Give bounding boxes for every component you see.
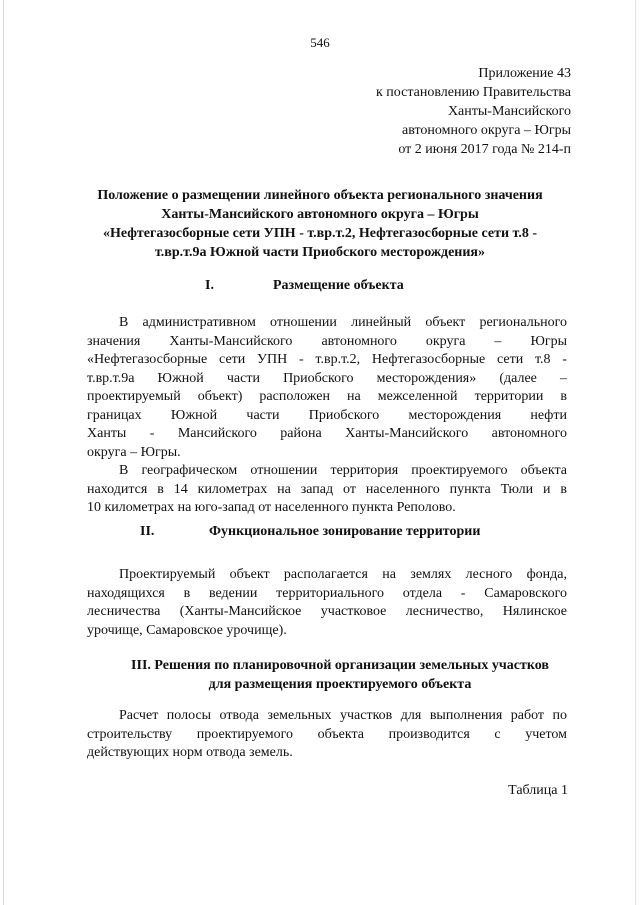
appendix-line: Приложение 43 [478, 66, 571, 81]
heading-line: для размещения проектируемого объекта [208, 677, 472, 692]
text-line: значения Ханты-Мансийского автономного округа – Югры [87, 333, 567, 349]
heading-line: III. Решения по планировочной организации земельных участков [131, 658, 549, 673]
appendix-block [376, 64, 571, 159]
table-label: Таблица 1 [508, 783, 568, 798]
section-1-paragraph-1 [87, 314, 567, 462]
title-line: Положение о размещении линейного объекта регионального значения [97, 188, 543, 203]
text-line: границах Южной части Приобского месторождения нефти [87, 407, 567, 423]
text-line: округа – Югры. [87, 444, 181, 460]
text-line: лесничества (Ханты-Мансийское участковое лесничество, Нялинское [87, 604, 567, 619]
section-1-number: I. [205, 278, 214, 293]
document-title [60, 186, 580, 262]
text-line: В административном отношении линейный объект регионального [119, 315, 567, 330]
section-2-paragraph-1 [87, 566, 567, 640]
section-1-title: Размещение объекта [273, 278, 404, 293]
text-line: действующих норм отвода земель. [87, 745, 293, 760]
appendix-line: от 2 июня 2017 года № 214-п [398, 142, 571, 157]
scan-edge-right [635, 0, 636, 905]
scan-edge-left [3, 0, 4, 905]
section-2-number: II. [140, 524, 155, 539]
section-3-paragraph-1 [87, 707, 567, 763]
text-line: строительству проектируемого объекта производится с учетом [87, 726, 567, 742]
section-3-heading [110, 656, 570, 694]
title-line: Ханты-Мансийского автономного округа – Югры [161, 207, 479, 222]
text-line: Расчет полосы отвода земельных участков для выполнения работ по [119, 708, 567, 723]
appendix-line: к постановлению Правительства [375, 85, 571, 100]
text-line: проектируемый объект) расположен на межселенной территории в [87, 389, 567, 404]
text-line: т.вр.т.9а Южной части Приобского месторождения» (далее – [87, 370, 567, 386]
text-line: урочище, Самаровское урочище). [87, 622, 287, 638]
text-line: 10 километрах на юго-запад от населенного пункта Реполово. [87, 500, 456, 515]
text-line: В географическом отношении территория проектируемого объекта [119, 463, 567, 478]
text-line: Ханты - Мансийского района Ханты-Мансийского автономного [87, 426, 567, 441]
section-2-title: Функциональное зонирование территории [209, 524, 481, 539]
text-line: находящихся в ведении территориального отдела - Самаровского [87, 585, 567, 601]
title-line: т.вр.т.9а Южной части Приобского месторождения» [154, 245, 486, 260]
appendix-line: Ханты-Мансийского [447, 104, 571, 119]
text-line: находится в 14 километрах на запад от населенного пункта Тюли и в [87, 481, 567, 497]
appendix-line: автономного округа – Югры [402, 123, 571, 138]
text-line: Проектируемый объект располагается на землях лесного фонда, [119, 567, 567, 582]
page-number: 546 [310, 35, 330, 50]
title-line: «Нефтегазосборные сети УПН - т.вр.т.2, Нефтегазосборные сети т.8 - [102, 226, 538, 241]
section-1-paragraph-2 [87, 462, 567, 518]
text-line: «Нефтегазосборные сети УПН - т.вр.т.2, Нефтегазосборные сети т.8 - [87, 352, 567, 367]
